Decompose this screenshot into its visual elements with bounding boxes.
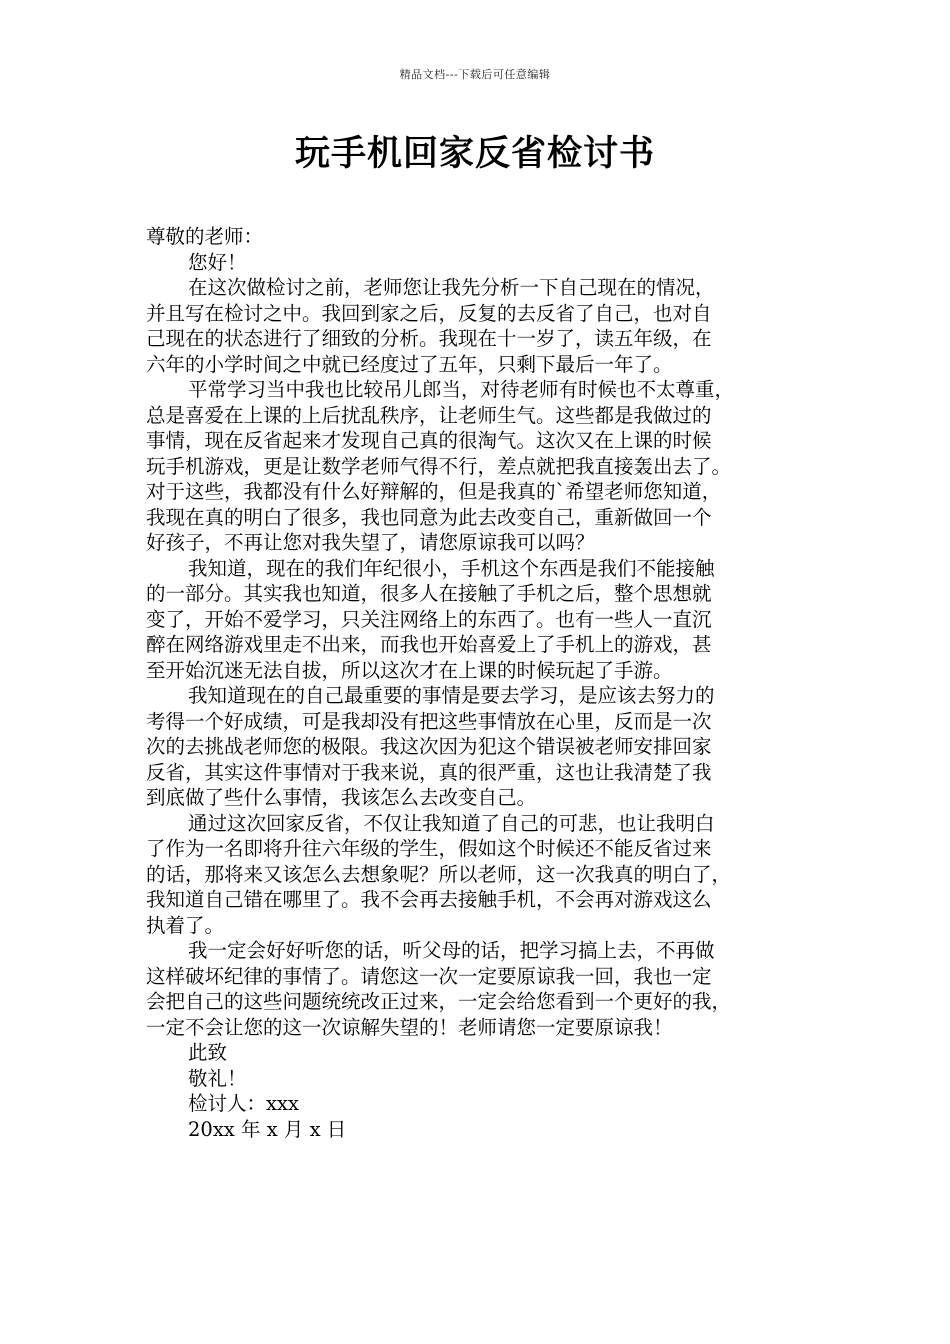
paragraph-line: 己现在的状态进行了细致的分析。我现在十一岁了，读五年级，在	[146, 327, 712, 350]
paragraph-line: 总是喜爱在上课的上后扰乱秩序，让老师生气。这些都是我做过的	[146, 403, 712, 427]
letter-body	[146, 224, 806, 1142]
paragraph-line: 会把自己的这些问题统统改正过来，一定会给您看到一个更好的我，	[146, 990, 732, 1013]
paragraph-line: 反省，其实这件事情对于我来说，真的很严重，这也让我清楚了我	[146, 760, 712, 784]
paragraph-line: 考得一个好成绩，可是我却没有把这些事情放在心里，反而是一次	[146, 709, 712, 733]
paragraph-line: 在这次做检讨之前，老师您让我先分析一下自己现在的情况，	[188, 276, 715, 299]
document-title: 玩手机回家反省检讨书	[294, 134, 655, 174]
signer: 检讨人：xxx	[188, 1092, 299, 1115]
paragraph-line: 事情，现在反省起来才发现自己真的很淘气。这次又在上课的时候	[146, 429, 712, 452]
greeting: 您好！	[188, 250, 247, 274]
paragraph-line: 玩手机游戏，更是让数学老师气得不行，差点就把我直接轰出去了。	[146, 454, 732, 478]
paragraph-line: 次的去挑战老师您的极限。我这次因为犯这个错误被老师安排回家	[146, 735, 712, 758]
paragraph-line: 醉在网络游戏里走不出来，而我也开始喜爱上了手机上的游戏，甚	[146, 633, 712, 656]
paragraph-line: 我知道现在的自己最重要的事情是要去学习，是应该去努力的	[188, 684, 715, 707]
paragraph-line: 的话，那将来又该怎么去想象呢？所以老师，这一次我真的明白了，	[146, 862, 732, 886]
paragraph-line: 六年的小学时间之中就已经度过了五年，只剩下最后一年了。	[146, 352, 673, 376]
closing: 此致	[188, 1041, 228, 1064]
paragraph-line: 我现在真的明白了很多，我也同意为此去改变自己，重新做回一个	[146, 505, 712, 529]
paragraph-line: 这样破坏纪律的事情了。请您这一次一定要原谅我一回，我也一定	[146, 964, 712, 988]
paragraph-line: 的一部分。其实我也知道，很多人在接触了手机之后，整个思想就	[146, 582, 712, 605]
paragraph-line: 平常学习当中我也比较吊儿郎当，对待老师有时候也不太尊重，	[188, 378, 735, 401]
paragraph-line: 我知道自己错在哪里了。我不会再去接触手机，不会再对游戏这么	[146, 888, 712, 911]
paragraph-line: 至开始沉迷无法自拔，所以这次才在上课的时候玩起了手游。	[146, 658, 673, 682]
paragraph-line: 并且写在检讨之中。我回到家之后，反复的去反省了自己，也对自	[146, 301, 712, 325]
paragraph-line: 我一定会好好听您的话，听父母的话，把学习搞上去，不再做	[188, 939, 715, 962]
paragraph-line: 我知道，现在的我们年纪很小，手机这个东西是我们不能接触	[188, 556, 715, 580]
paragraph-line: 到底做了些什么事情，我该怎么去改变自己。	[146, 786, 537, 809]
paragraph-line: 对于这些，我都没有什么好辩解的，但是我真的`希望老师您知道，	[146, 480, 722, 503]
paragraph-line: 一定不会让您的这一次谅解失望的！老师请您一定要原谅我！	[146, 1015, 673, 1039]
regards: 敬礼！	[188, 1066, 247, 1090]
paragraph-line: 执着了。	[146, 913, 225, 937]
salutation: 尊敬的老师：	[146, 225, 264, 248]
paragraph-line: 好孩子，不再让您对我失望了，请您原谅我可以吗？	[146, 531, 595, 554]
paragraph-line: 通过这次回家反省，不仅让我知道了自己的可悲，也让我明白	[188, 811, 715, 835]
paragraph-line: 变了，开始不爱学习，只关注网络上的东西了。也有一些人一直沉	[146, 607, 712, 631]
paragraph-line: 了作为一名即将升往六年级的学生，假如这个时候还不能反省过来	[146, 837, 712, 860]
header-note: 精品文档---下载后可任意编辑	[399, 68, 551, 81]
date: 20xx 年 x 月 x 日	[188, 1117, 347, 1141]
